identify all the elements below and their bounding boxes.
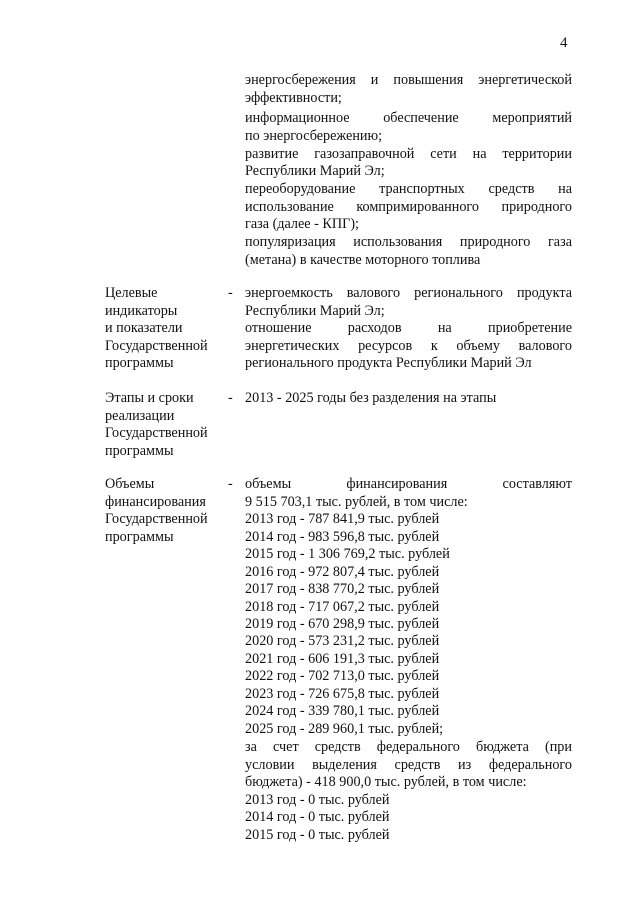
section-label-line: программы: [105, 355, 174, 371]
funding-year-line: 2015 год - 0 тыс. рублей: [245, 827, 390, 843]
funding-year-line: 2014 год - 0 тыс. рублей: [245, 809, 390, 825]
continued-item-1-line-1: энергосбережения и повышения энергетической: [245, 72, 572, 88]
section-label-line: Государственной: [105, 338, 208, 354]
section-content-line: Республики Марий Эл;: [245, 303, 385, 319]
section-label-line: и показатели: [105, 320, 183, 336]
section-dash: -: [228, 390, 233, 406]
section-label-line: Государственной: [105, 511, 208, 527]
section-content-line: регионального продукта Республики Марий Эл: [245, 355, 532, 371]
section-label-line: Целевые: [105, 285, 158, 301]
page-number: 4: [560, 35, 568, 51]
section-label-line: Объемы: [105, 476, 155, 492]
continued-item-4-line-3: газа (далее - КПГ);: [245, 216, 359, 232]
section-label-line: программы: [105, 529, 174, 545]
funding-year-line: 2013 год - 787 841,9 тыс. рублей: [245, 511, 440, 527]
continued-item-3-line-1: развитие газозаправочной сети на территории: [245, 146, 572, 162]
funding-year-line: 2019 год - 670 298,9 тыс. рублей: [245, 616, 440, 632]
continued-item-3-line-2: Республики Марий Эл;: [245, 163, 385, 179]
continued-item-5-line-2: (метана) в качестве моторного топлива: [245, 252, 481, 268]
funding-year-line: 2023 год - 726 675,8 тыс. рублей: [245, 686, 440, 702]
continued-item-1-line-2: эффективности;: [245, 90, 342, 106]
section-label-line: реализации: [105, 408, 175, 424]
funding-year-line: 2016 год - 972 807,4 тыс. рублей: [245, 564, 440, 580]
funding-year-line: 2021 год - 606 191,3 тыс. рублей: [245, 651, 440, 667]
funding-year-line: 2015 год - 1 306 769,2 тыс. рублей: [245, 546, 450, 562]
section-content-line: отношение расходов на приобретение: [245, 320, 572, 336]
section-content-line: энергетических ресурсов к объему валового: [245, 338, 572, 354]
funding-year-line: 2018 год - 717 067,2 тыс. рублей: [245, 599, 440, 615]
section-content-line: 2013 - 2025 годы без разделения на этапы: [245, 390, 497, 406]
continued-item-4-line-1: переоборудование транспортных средств на: [245, 181, 572, 197]
section-label-line: программы: [105, 443, 174, 459]
continued-item-2-line-2: по энергосбережению;: [245, 128, 383, 144]
funding-year-line: 2013 год - 0 тыс. рублей: [245, 792, 390, 808]
section-content-line: энергоемкость валового регионального продукта: [245, 285, 572, 301]
funding-year-line: 2022 год - 702 713,0 тыс. рублей: [245, 668, 440, 684]
section-label-line: Этапы и сроки: [105, 390, 194, 406]
continued-item-5-line-1: популяризация использования природного газа: [245, 234, 572, 250]
section-label-line: финансирования: [105, 494, 206, 510]
section-content-line: условии выделения средств из федерального: [245, 757, 572, 773]
continued-item-4-line-2: использование компримированного природного: [245, 199, 572, 215]
funding-year-line: 2020 год - 573 231,2 тыс. рублей: [245, 633, 440, 649]
funding-year-line: 2017 год - 838 770,2 тыс. рублей: [245, 581, 440, 597]
section-label-line: индикаторы: [105, 303, 178, 319]
funding-year-line: 2014 год - 983 596,8 тыс. рублей: [245, 529, 440, 545]
continued-item-2-line-1: информационное обеспечение мероприятий: [245, 110, 572, 126]
section-content-line: 9 515 703,1 тыс. рублей, в том числе:: [245, 494, 468, 510]
section-content-line: за счет средств федерального бюджета (при: [245, 739, 572, 755]
section-content-line: бюджета) - 418 900,0 тыс. рублей, в том числе:: [245, 774, 527, 790]
funding-year-line: 2024 год - 339 780,1 тыс. рублей: [245, 703, 440, 719]
section-dash: -: [228, 476, 233, 492]
section-dash: -: [228, 285, 233, 301]
section-label-line: Государственной: [105, 425, 208, 441]
section-content-line: объемы финансирования составляют: [245, 476, 572, 492]
funding-year-line: 2025 год - 289 960,1 тыс. рублей;: [245, 721, 444, 737]
